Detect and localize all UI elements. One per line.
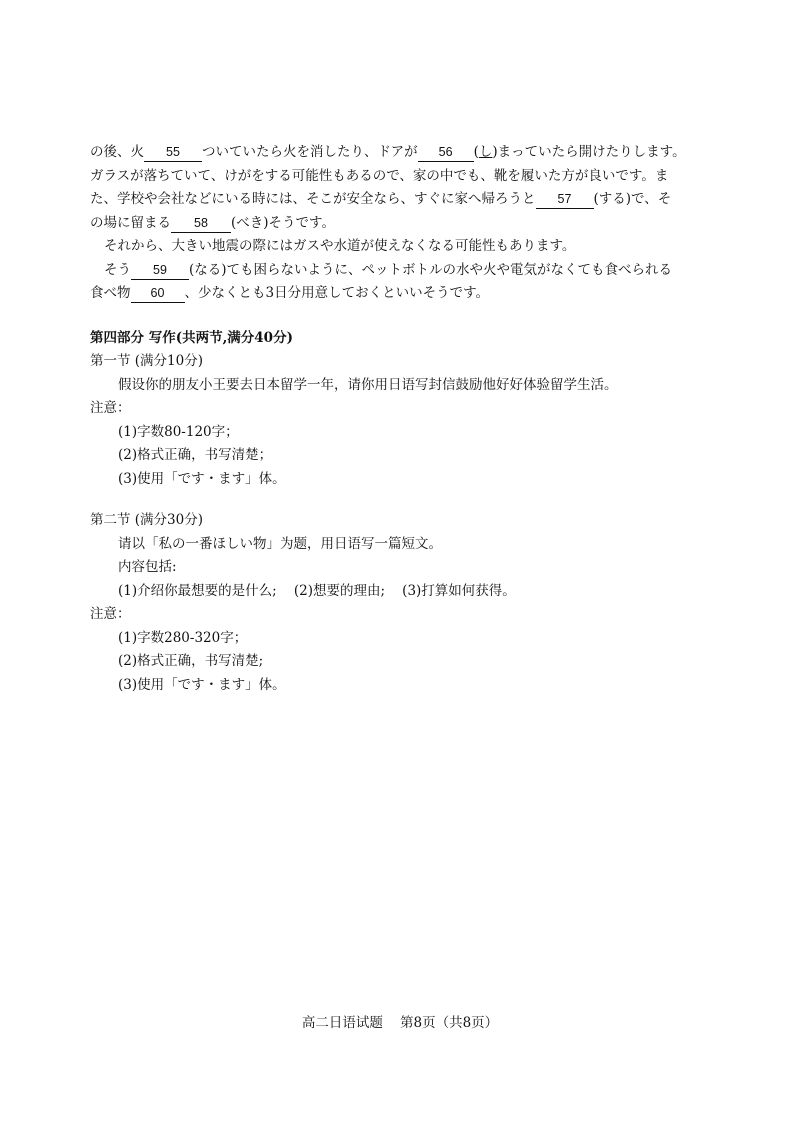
passage-line-1 <box>90 141 720 165</box>
passage-line-4 <box>90 212 720 236</box>
section1-note-3: (3)使用「です・ます」体。 <box>118 470 286 487</box>
passage-text: 、少なくとも3日分用意しておくといいそうです。 <box>184 285 490 301</box>
section2-note-1: (1)字数280-320字； <box>118 629 248 646</box>
section1-prompt: 假设你的朋友小王要去日本留学一年，请你用日语写封信鼓励他好好体验留学生活。 <box>118 376 618 393</box>
blank-60: 60 <box>131 285 185 303</box>
section1-note-2: (2)格式正确，书写清楚； <box>118 447 273 463</box>
section2-prompt: 请以「私の一番ほしい物」为题，用日语写一篇短文。 <box>118 535 442 552</box>
passage-text: の場に留まる <box>90 214 171 231</box>
blank-56: 56 <box>418 144 474 162</box>
section2-note-3: (3)使用「です・ます」体。 <box>118 676 286 693</box>
exam-page <box>90 141 720 697</box>
page-footer: 高二日语试题 第8页（共8页） <box>301 1015 499 1031</box>
blank-58: 58 <box>171 215 231 233</box>
section2-content-label: 内容包括: <box>118 559 177 575</box>
passage-text: ( <box>473 144 479 160</box>
passage-line-2: ガラスが落ちていて、けがをする可能性もあるので、家の中でも、靴を履いた方が良いです。ま <box>90 167 669 184</box>
passage-line-5: それから、大きい地震の際にはガスや水道が使えなくなる可能性もあります。 <box>104 238 576 254</box>
passage-text: )まっていたら開けたりします。 <box>492 144 686 160</box>
passage-line-6 <box>90 259 720 283</box>
passage-text: (なる)ても困らないように、ペットボトルの水や火や電気がなくても食べられる <box>189 261 673 278</box>
passage-text: た、学校や会社などにいる時には、そこが安全なら、すぐに家へ帰ろうと <box>90 191 536 207</box>
section2-note-2: (2)格式正确，书写清楚; <box>118 653 264 669</box>
blank-55: 55 <box>144 144 202 162</box>
blank-57: 57 <box>536 191 594 209</box>
passage-text: (する)で、そ <box>593 191 672 207</box>
passage-text: 食べ物 <box>90 285 131 301</box>
passage-line-7 <box>90 282 720 306</box>
passage-text: の後、火 <box>90 144 144 160</box>
section1-note-label: 注意： <box>90 400 131 416</box>
passage-line-3 <box>90 188 720 212</box>
section2-title: 第二节 (满分30分) <box>90 512 204 528</box>
part4-heading: 第四部分 写作(共两节,满分40分) <box>90 329 293 346</box>
section1-title: 第一节 (满分10分) <box>90 353 204 369</box>
passage-text: ついていたら火を消したり、ドアが <box>202 144 418 160</box>
section2-note-label: 注意： <box>90 606 131 622</box>
section2-content: (1)介绍你最想要的是什么; (2)想要的理由; (3)打算如何获得。 <box>118 582 516 599</box>
passage-text: そう <box>104 261 131 278</box>
passage-text: (べき)そうです。 <box>231 214 335 231</box>
underlined-hint: し <box>478 144 493 160</box>
blank-59: 59 <box>131 262 189 280</box>
section1-note-1: (1)字数80-120字； <box>118 423 239 440</box>
